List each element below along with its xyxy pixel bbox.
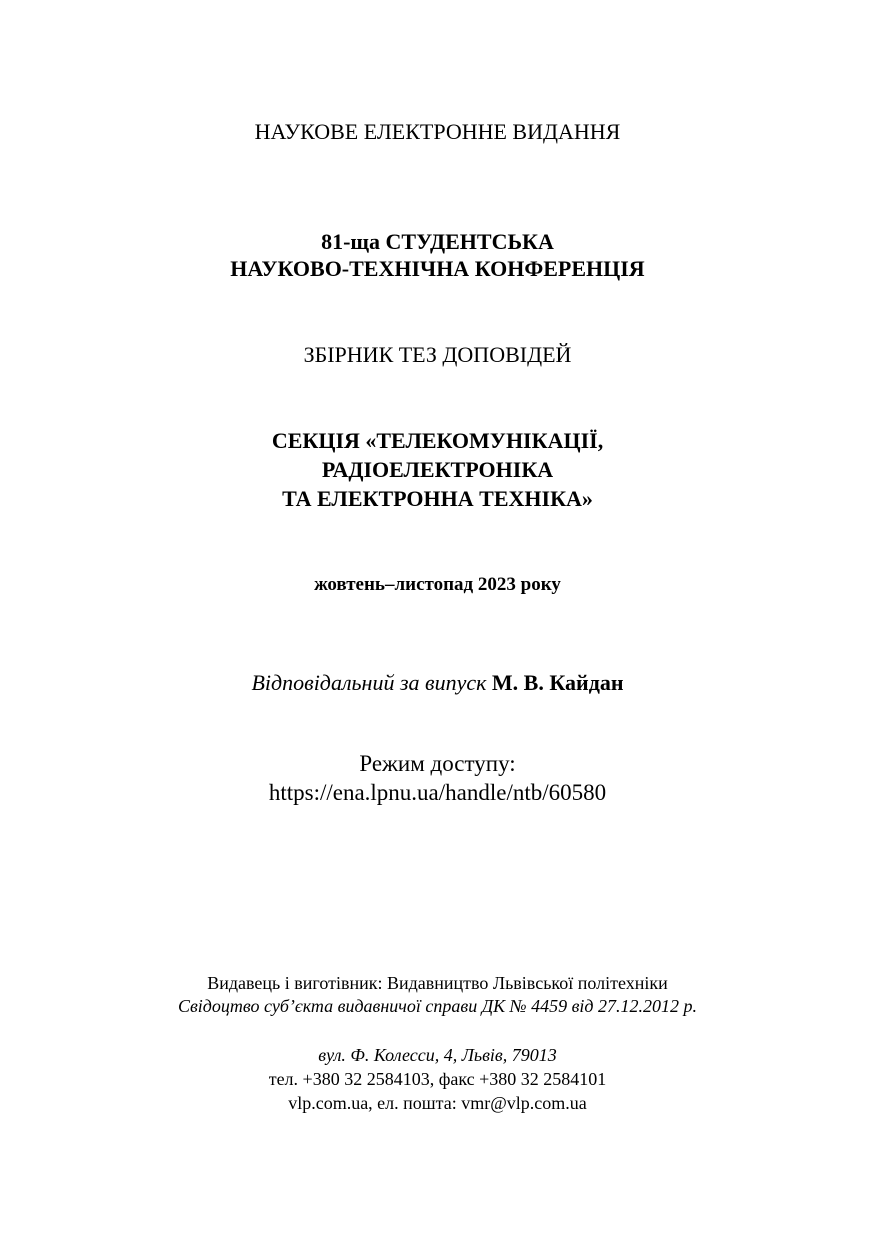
collection-title: ЗБІРНИК ТЕЗ ДОПОВІДЕЙ (303, 342, 572, 367)
responsible-name: М. В. Кайдан (491, 670, 624, 695)
responsible-label: Відповідальний за випуск (251, 670, 487, 695)
publisher-line: Видавець і виготівник: Видавництво Львівської політехніки (207, 973, 668, 993)
publisher-phones: тел. +380 32 2584103, факс +380 32 2584101 (268, 1069, 607, 1089)
publisher-certificate: Свідоцтво суб’єкта видавничої справи ДК № 4459 від 27.12.2012 р. (177, 996, 697, 1016)
conference-dates: жовтень–листопад 2023 року (314, 574, 561, 595)
access-url[interactable]: https://ena.lpnu.ua/handle/ntb/60580 (268, 780, 607, 805)
access-label: Режим доступу: (359, 751, 516, 776)
section-title-line-2: РАДІОЕЛЕКТРОНІКА (321, 457, 554, 482)
publication-type: НАУКОВЕ ЕЛЕКТРОННЕ ВИДАННЯ (254, 119, 621, 144)
responsible-editor (0, 672, 875, 694)
conference-title-line-2: НАУКОВО-ТЕХНІЧНА КОНФЕРЕНЦІЯ (230, 256, 645, 281)
publisher-web-email: vlp.com.ua, ел. пошта: vmr@vlp.com.ua (288, 1093, 587, 1113)
conference-title-line-1: 81-ща СТУДЕНТСЬКА (321, 229, 554, 254)
section-title-line-3: ТА ЕЛЕКТРОННА ТЕХНІКА» (282, 486, 593, 511)
publisher-address: вул. Ф. Колесси, 4, Львів, 79013 (318, 1045, 557, 1065)
section-title-line-1: СЕКЦІЯ «ТЕЛЕКОМУНІКАЦІЇ, (271, 428, 604, 453)
